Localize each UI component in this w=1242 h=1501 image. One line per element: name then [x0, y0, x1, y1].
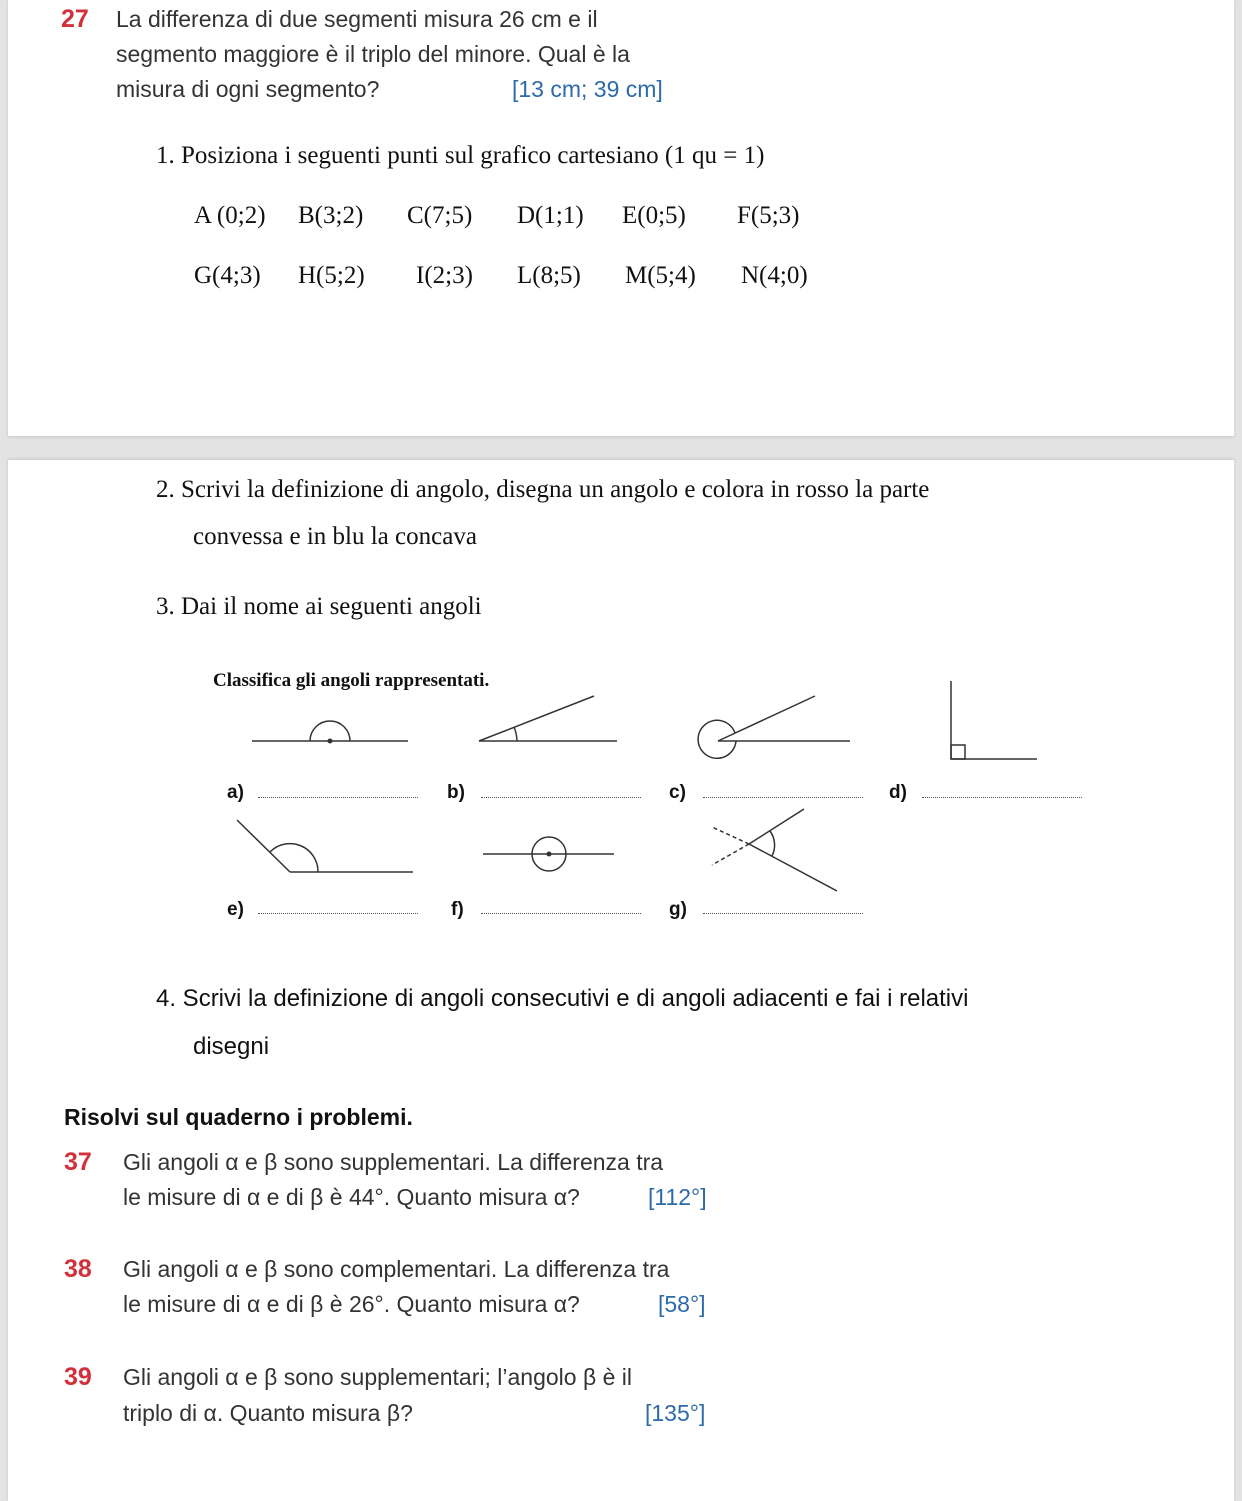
angle-d-label: d) — [889, 782, 907, 803]
point-a: A (0;2) — [194, 202, 266, 229]
point-e: E(0;5) — [622, 202, 686, 229]
exercise-2-line-1: 2. Scrivi la definizione di angolo, disegna un angolo e colora in rosso la parte — [156, 476, 930, 503]
angle-d-answer-line[interactable] — [922, 797, 1082, 798]
point-n: N(4;0) — [741, 262, 808, 289]
angle-e-answer-line[interactable] — [258, 913, 418, 914]
point-i: I(2;3) — [416, 262, 473, 289]
point-l: L(8;5) — [517, 262, 581, 289]
problem-38-line-1: Gli angoli α e β sono complementari. La differenza tra — [123, 1256, 670, 1282]
problem-27-line-2: segmento maggiore è il triplo del minore. Qual è la — [116, 41, 630, 67]
figure-title: Classifica gli angoli rappresentati. — [213, 670, 490, 691]
page-sheet-bottom — [8, 460, 1234, 1501]
problem-27-line-1: La differenza di due segmenti misura 26 cm e il — [116, 6, 598, 32]
angle-a-label: a) — [227, 782, 244, 803]
point-g: G(4;3) — [194, 262, 261, 289]
angle-a-answer-line[interactable] — [258, 797, 418, 798]
problem-37-answer: [112°] — [648, 1184, 707, 1210]
problem-37-line-2: le misure di α e di β è 44°. Quanto misura α? — [123, 1184, 580, 1210]
problem-38-answer: [58°] — [658, 1291, 706, 1317]
angle-g-figure — [712, 809, 837, 891]
point-b: B(3;2) — [298, 202, 364, 229]
point-h: H(5;2) — [298, 262, 365, 289]
angle-f-answer-line[interactable] — [481, 913, 641, 914]
angle-e-figure — [237, 820, 413, 872]
angle-f-label: f) — [451, 899, 464, 920]
point-m: M(5;4) — [625, 262, 696, 289]
point-f: F(5;3) — [737, 202, 800, 229]
angle-g-answer-line[interactable] — [703, 913, 863, 914]
problem-39-number: 39 — [64, 1363, 92, 1391]
problem-37-number: 37 — [64, 1148, 92, 1176]
problem-27-answer: [13 cm; 39 cm] — [512, 76, 663, 102]
angle-c-label: c) — [669, 782, 686, 803]
problem-38-line-2: le misure di α e di β è 26°. Quanto misura α? — [123, 1291, 580, 1317]
exercise-4-line-1: 4. Scrivi la definizione di angoli consecutivi e di angoli adiacenti e fai i relativi — [156, 985, 969, 1012]
angle-g-label: g) — [669, 899, 687, 920]
angle-c-figure — [698, 696, 850, 758]
problem-27-number: 27 — [61, 5, 89, 33]
exercise-3-text: 3. Dai il nome ai seguenti angoli — [156, 593, 482, 620]
problem-39-line-1: Gli angoli α e β sono supplementari; l’angolo β è il — [123, 1364, 632, 1390]
problem-39-line-2: triplo di α. Quanto misura β? — [123, 1400, 413, 1426]
problem-37-line-1: Gli angoli α e β sono supplementari. La differenza tra — [123, 1149, 664, 1175]
angle-figures — [8, 460, 1234, 940]
angle-c-answer-line[interactable] — [703, 797, 863, 798]
problem-38-number: 38 — [64, 1255, 92, 1283]
exercise-4-line-2: disegni — [193, 1033, 270, 1060]
angle-b-label: b) — [447, 782, 465, 803]
problem-39-answer: [135°] — [645, 1400, 706, 1426]
angle-d-figure — [951, 681, 1037, 759]
angle-f-figure — [483, 837, 614, 871]
angle-b-figure — [479, 696, 617, 741]
angle-e-label: e) — [227, 899, 244, 920]
point-d: D(1;1) — [517, 202, 584, 229]
angle-b-answer-line[interactable] — [481, 797, 641, 798]
exercise-2-line-2: convessa e in blu la concava — [193, 523, 477, 550]
problem-27-line-3: misura di ogni segmento? — [116, 76, 380, 102]
section-title: Risolvi sul quaderno i problemi. — [64, 1104, 413, 1130]
page-sheet-top — [8, 0, 1234, 436]
exercise-1-text: 1. Posiziona i seguenti punti sul grafico cartesiano (1 qu = 1) — [156, 142, 765, 169]
point-c: C(7;5) — [407, 202, 473, 229]
angle-a-figure — [252, 721, 408, 743]
